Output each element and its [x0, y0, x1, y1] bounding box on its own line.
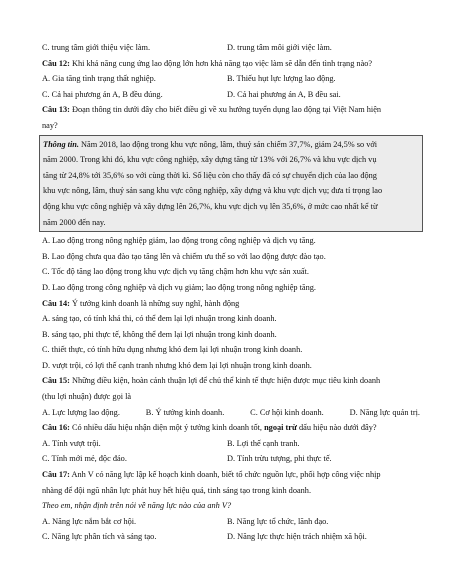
info-line: tăng từ 24,8% tới 35,6% so với cùng thời kì. Số liệu còn cho thấy đã có sự chuyển dịch của lao động — [43, 170, 377, 180]
option-c[interactable]: C. Cơ hội kinh doanh. — [250, 407, 324, 417]
option-b[interactable]: B. Lợi thế cạnh tranh. — [227, 438, 300, 448]
question-16 — [42, 420, 420, 436]
option-a[interactable]: A. Gia tăng tình trạng thất nghiệp. — [42, 74, 156, 84]
question-14 — [42, 296, 420, 312]
option-c[interactable]: C. Cả hai phương án A, B đều đúng. — [42, 89, 163, 99]
info-line: động khu vực công nghiệp và xây dựng lên 26,7%, khu vực dịch vụ lên 35,6%, ở mức cao nhất kể từ — [43, 201, 378, 211]
option-c[interactable]: C. thiết thực, có tính hữu dụng nhưng khó đem lại lợi nhuận trong kinh doanh. — [42, 345, 303, 355]
info-text: Năm 2018, lao động trong khu vực nông, lâm, thuỷ sản chiếm 37,7%, giảm 24,5% so với — [78, 139, 378, 149]
q17-options-cd — [42, 529, 420, 545]
option-a[interactable]: A. sáng tạo, có tính khả thi, có thể đem lại lợi nhuận trong kinh doanh. — [42, 314, 277, 324]
option-b[interactable]: B. Ý tưởng kinh doanh. — [145, 407, 225, 417]
option-a[interactable]: A. Lực lượng lao động. — [42, 407, 120, 417]
option-c[interactable]: C. Tính mới mẻ, độc đáo. — [42, 454, 127, 464]
q11-options-cd — [42, 40, 420, 56]
question-emphasis: ngoại trừ — [264, 423, 297, 433]
document-page — [42, 40, 420, 545]
question-text-cont: (thu lợi nhuận) được gọi là — [42, 392, 132, 402]
option-d[interactable]: D. trung tâm môi giới việc làm. — [227, 43, 332, 52]
option-c[interactable]: C. Năng lực phân tích và sáng tạo. — [42, 532, 157, 542]
q16-options-ab — [42, 436, 420, 452]
question-label: Câu 12: — [42, 58, 70, 68]
q15-options — [42, 405, 420, 421]
question-label: Câu 16: — [42, 423, 70, 433]
question-label: Câu 13: — [42, 105, 70, 115]
option-d[interactable]: D. Cả hai phương án A, B đều sai. — [227, 89, 341, 99]
option-b[interactable]: B. Thiếu hụt lực lượng lao động. — [227, 74, 336, 84]
info-line — [43, 137, 419, 153]
info-box — [39, 135, 423, 233]
q17-options-ab — [42, 514, 420, 530]
info-lead: Thông tin. — [43, 139, 79, 149]
question-text: Anh V có năng lực lập kế hoạch kinh doanh, biết tổ chức nguồn lực, phối hợp công việc nhịp — [69, 470, 381, 480]
option-b[interactable]: B. Năng lực tổ chức, lãnh đạo. — [227, 516, 329, 526]
question-text: Những điều kiện, hoàn cảnh thuận lợi để chủ thể kinh tế thực hiện được mục tiêu kinh doanh — [69, 376, 381, 386]
question-text: Khi khả năng cung ứng lao động lớn hơn khả năng tạo việc làm sẽ dẫn đến tình trạng nào? — [69, 58, 373, 68]
question-text-cont: nay? — [42, 120, 58, 130]
q12-options-ab — [42, 71, 420, 87]
q16-options-cd — [42, 451, 420, 467]
question-text-end: dấu hiệu nào dưới đây? — [296, 423, 377, 433]
question-17 — [42, 467, 420, 483]
question-text-cont: nhàng để đội ngũ nhân lực phát huy hết hiệu quả, tinh sáng tạo trong kinh doanh. — [42, 485, 312, 495]
option-d[interactable]: D. Tính trừu tượng, phi thực tế. — [227, 454, 332, 464]
question-text: Đoạn thông tin dưới đây cho biết điều gì về xu hướng tuyển dụng lao động tại Việt Nam hiện — [69, 105, 382, 115]
question-label: Câu 14: — [42, 298, 70, 308]
info-line: năm 2000 đến nay. — [43, 217, 106, 227]
question-13 — [42, 102, 420, 118]
question-label: Câu 17: — [42, 470, 70, 480]
option-c[interactable]: C. trung tâm giới thiệu việc làm. — [42, 43, 151, 52]
option-b[interactable]: B. sáng tạo, phi thực tế, không thể đem lại lợi nhuận trong kinh doanh. — [42, 329, 277, 339]
question-prompt: Theo em, nhận định trên nói về năng lực nào của anh V? — [42, 501, 232, 511]
option-d[interactable]: D. Năng lực thực hiện trách nhiệm xã hội. — [227, 532, 367, 542]
option-d[interactable]: D. Năng lực quản trị. — [349, 407, 420, 417]
option-c[interactable]: C. Tốc độ tăng lao động trong khu vực dịch vụ tăng chậm hơn khu vực sản xuất. — [42, 267, 309, 277]
option-d[interactable]: D. vượt trội, có lợi thế cạnh tranh nhưng khó đem lại lợi nhuận trong kinh doanh. — [42, 360, 312, 370]
option-d[interactable]: D. Lao động trong công nghiệp và dịch vụ giảm; lao động trong nông nghiệp tăng. — [42, 282, 316, 292]
option-a[interactable]: A. Năng lực nắm bắt cơ hội. — [42, 516, 137, 526]
info-line: khu vực nông, lâm, thuỷ sản sang khu vực công nghiệp, xây dựng và khu vực dịch vụ; đưa tỉ trọng lao — [43, 186, 383, 196]
option-a[interactable]: A. Tính vượt trội. — [42, 438, 101, 448]
option-b[interactable]: B. Lao động chưa qua đào tạo tăng lên và chiếm ưu thế so với lao động được đào tạo. — [42, 251, 326, 261]
option-a[interactable]: A. Lao động trong nông nghiệp giảm, lao động trong công nghiệp và dịch vụ tăng. — [42, 236, 316, 246]
question-15 — [42, 373, 420, 389]
question-text: Có nhiều dấu hiệu nhận diện một ý tưởng kinh doanh tốt, — [69, 423, 265, 433]
info-line: năm 2000. Trong khi đó, khu vực công nghiệp, xây dựng tăng từ 13% với 26,7% và khu vực dịch vụ — [43, 155, 377, 165]
q12-options-cd — [42, 87, 420, 103]
question-text: Ý tưởng kinh doanh là những suy nghĩ, hành động — [69, 298, 240, 308]
question-12 — [42, 56, 420, 72]
question-label: Câu 15: — [42, 376, 70, 386]
